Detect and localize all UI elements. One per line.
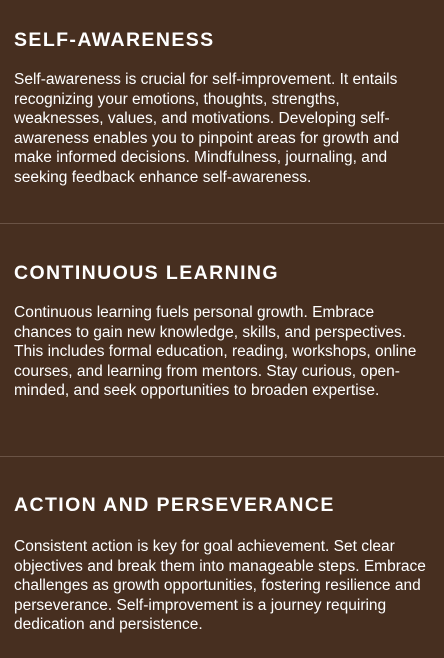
section-body: Consistent action is key for goal achievement. Set clear objectives and break them into manageable steps. Embrace challenges as growth opportunities, fostering resilience and perseverance. Self-improvement is a journey requiring dedication and persistence. bbox=[14, 538, 426, 633]
section-heading: CONTINUOUS LEARNING bbox=[14, 262, 279, 284]
section-divider bbox=[0, 223, 444, 224]
section-divider bbox=[0, 456, 444, 457]
section-body: Self-awareness is crucial for self-improvement. It entails recognizing your emotions, thoughts, strengths, weaknesses, values, and motivations. Developing self-awareness enables you to pinpoint areas for growth and make informed decisions. Mindfulness, journaling, and seeking feedback enhance self-awareness. bbox=[14, 71, 400, 186]
section-body: Continuous learning fuels personal growth. Embrace chances to gain new knowledge, skills, and perspectives. This includes formal education, reading, workshops, online courses, and learning from mentors. Stay curious, open-minded, and seek opportunities to broaden expertise. bbox=[14, 304, 417, 399]
section-heading: ACTION AND PERSEVERANCE bbox=[14, 494, 335, 516]
section-heading: SELF-AWARENESS bbox=[14, 29, 215, 51]
